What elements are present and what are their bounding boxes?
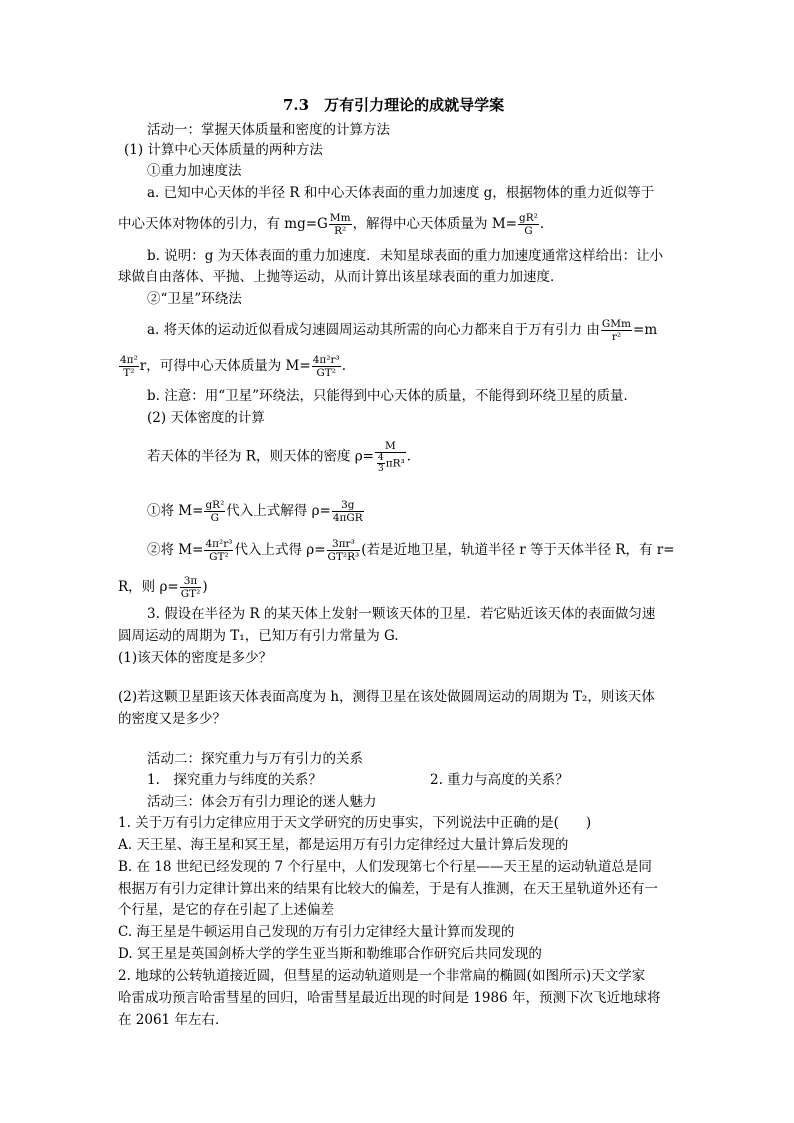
fraction-mm-over-r2: [329, 212, 352, 237]
denominator: r²: [611, 331, 622, 343]
mc-question-1: 1. 关于万有引力定律应用于天文学研究的历史事实，下列说法中正确的是( ): [118, 815, 592, 831]
text-run: ①将 M=: [147, 503, 204, 519]
section-2-heading: (2) 天体密度的计算: [147, 410, 265, 426]
method-1-note-line-2: 球做自由落体、平抛、上抛等运动，从而计算出该星球表面的重力加速度．: [118, 269, 564, 285]
text-run: r，可得中心天体质量为 M=: [139, 358, 311, 374]
text-run: .: [406, 448, 412, 465]
denominator: G: [210, 512, 220, 524]
method-2-heading: ②“卫星”环绕法: [147, 291, 242, 307]
method-2-para-line-2: [118, 354, 346, 379]
text-run: .: [539, 216, 545, 232]
numerator: gR²: [205, 499, 225, 511]
question-3-line-1: 3. 假设在半径为 R 的某天体上发射一颗该天体的卫星．若它贴近该天体的表面做匀速: [147, 606, 656, 622]
fraction-3g-over-4pigr: [332, 499, 364, 524]
numerator: M: [375, 440, 406, 453]
text-run: R，则 ρ=: [118, 579, 179, 595]
option-b-line-1: B. 在 18 世纪已经发现的 7 个行星中，人们发现第七个行星——天王星的运动轨道总是同: [118, 859, 652, 875]
method-2-para-line-1: [147, 318, 657, 343]
numerator: 3π: [180, 575, 202, 588]
text-run: (若是近地卫星，轨道半径 r 等于天体半径 R，有 r=: [361, 542, 675, 558]
density-formula-line: [147, 440, 411, 474]
text-run: 若天体的半径为 R，则天体的密度 ρ=: [147, 448, 374, 465]
question-3-part-1: (1)该天体的密度是多少？: [118, 650, 273, 666]
fraction-3pi-over-gt2: [180, 575, 202, 600]
fraction-gmm-over-r2: [601, 318, 632, 343]
substitution-1-line: [147, 499, 365, 524]
text-run: 代入上式得 ρ=: [234, 542, 326, 558]
option-c: C. 海王星是牛顿运用自己发现的万有引力定律经大量计算而发现的: [118, 924, 515, 940]
fraction-3pir3-over-gt2r3: [327, 538, 361, 563]
numerator: Mm: [329, 212, 351, 224]
option-b-line-3: 个行星，是它的存在引起了上述偏差: [118, 902, 334, 918]
fraction-4-over-3: [377, 453, 385, 474]
denominator: R²: [334, 225, 347, 237]
text-run: 代入上式解得 ρ=: [226, 503, 331, 519]
activity-2-question-1: 1. 探究重力与纬度的关系？: [147, 772, 322, 788]
page-title: 7.3 万有引力理论的成就导学案: [283, 96, 505, 114]
denominator: [375, 453, 406, 474]
mc-question-2-line-2: 哈雷成功预言哈雷彗星的回归，哈雷彗星最近出现的时间是 1986 年，预测下次飞近地球将: [118, 990, 661, 1006]
activity-2-question-2: 2. 重力与高度的关系？: [430, 772, 569, 788]
numerator: GMm: [601, 318, 632, 330]
section-1-heading: (1) 计算中心天体质量的两种方法: [124, 142, 323, 158]
fraction-4pi2r3-over-gt2: [312, 354, 341, 379]
substitution-3-line: [118, 575, 208, 600]
option-b-line-2: 根据万有引力定律计算出来的结果有比较大的偏差，于是有人推测，在天王星轨道外还有一: [118, 881, 658, 897]
numerator: gR²: [519, 212, 538, 224]
text-run: =m: [633, 322, 658, 338]
option-d: D. 冥王星是英国剑桥大学的学生亚当斯和勒维耶合作研究后共同发现的: [118, 946, 542, 962]
fraction-4pi2r3-over-gt2: [204, 538, 233, 563]
activity-2-heading: 活动二：探究重力与万有引力的关系: [147, 751, 363, 767]
fraction-gr2-over-g: [518, 212, 539, 237]
text-run: a. 将天体的运动近似看成匀速圆周运动其所需的向心力都来自于万有引力 由: [147, 322, 600, 338]
denominator: GT²: [180, 588, 201, 600]
denominator: T²: [123, 367, 135, 379]
activity-3-heading: 活动三：体会万有引力理论的迷人魅力: [147, 794, 377, 810]
text-run: 中心天体对物体的引力，有 mg=G: [118, 216, 328, 232]
question-3-part-2-line-2: 的密度又是多少？: [118, 711, 226, 727]
question-3-part-2-line-1: (2)若这颗卫星距该天体表面高度为 h，测得卫星在该处做圆周运动的周期为 T₂，则该天体: [118, 689, 655, 705]
method-2-note: b. 注意：用“卫星”环绕法，只能得到中心天体的质量，不能得到环绕卫星的质量．: [147, 388, 638, 404]
numerator: 3g: [332, 499, 364, 512]
fraction-m-over-volume: [375, 440, 406, 474]
substitution-2-line: [147, 538, 675, 563]
pi-r3: πR³: [385, 457, 405, 470]
numerator: 3πr³: [327, 538, 361, 551]
text-run: ，解得中心天体质量为 M=: [352, 216, 517, 232]
method-1-para-line-1: a. 已知中心天体的半径 R 和中心天体表面的重力加速度 g，根据物体的重力近似等于: [147, 185, 655, 201]
text-run: ②将 M=: [147, 542, 204, 558]
option-a: A. 天王星、海王星和冥王星，都是运用万有引力定律经过大量计算后发现的: [118, 837, 569, 853]
denominator: GT²R³: [327, 551, 360, 563]
method-1-para-line-2: [118, 212, 544, 237]
mc-question-2-line-1: 2. 地球的公转轨道接近圆，但彗星的运动轨道则是一个非常扁的椭圆(如图所示)天文学家: [118, 968, 646, 984]
question-3-line-2: 圆周运动的周期为 T₁，已知万有引力常量为 G.: [118, 628, 399, 644]
numerator: 4π²r³: [205, 538, 233, 550]
denominator: G: [524, 225, 533, 237]
denominator: GT²: [316, 367, 336, 379]
denominator: GT²: [209, 551, 229, 563]
numerator: 4π²: [120, 354, 138, 366]
denominator: 3: [378, 464, 384, 474]
text-run: .: [341, 358, 347, 374]
method-1-heading: ①重力加速度法: [147, 163, 242, 179]
fraction-4pi2-over-t2: [119, 354, 139, 379]
text-run: ): [202, 579, 208, 595]
denominator: 4πGR: [332, 512, 363, 524]
activity-1-heading: 活动一：掌握天体质量和密度的计算方法: [147, 122, 390, 138]
numerator: 4: [378, 453, 384, 463]
method-1-note-line-1: b. 说明：g 为天体表面的重力加速度．未知星球表面的重力加速度通常这样给出：让小: [147, 248, 664, 264]
fraction-gr2-over-g: [204, 499, 225, 524]
mc-question-2-line-3: 在 2061 年左右．: [118, 1012, 229, 1028]
numerator: 4π²r³: [312, 354, 340, 366]
